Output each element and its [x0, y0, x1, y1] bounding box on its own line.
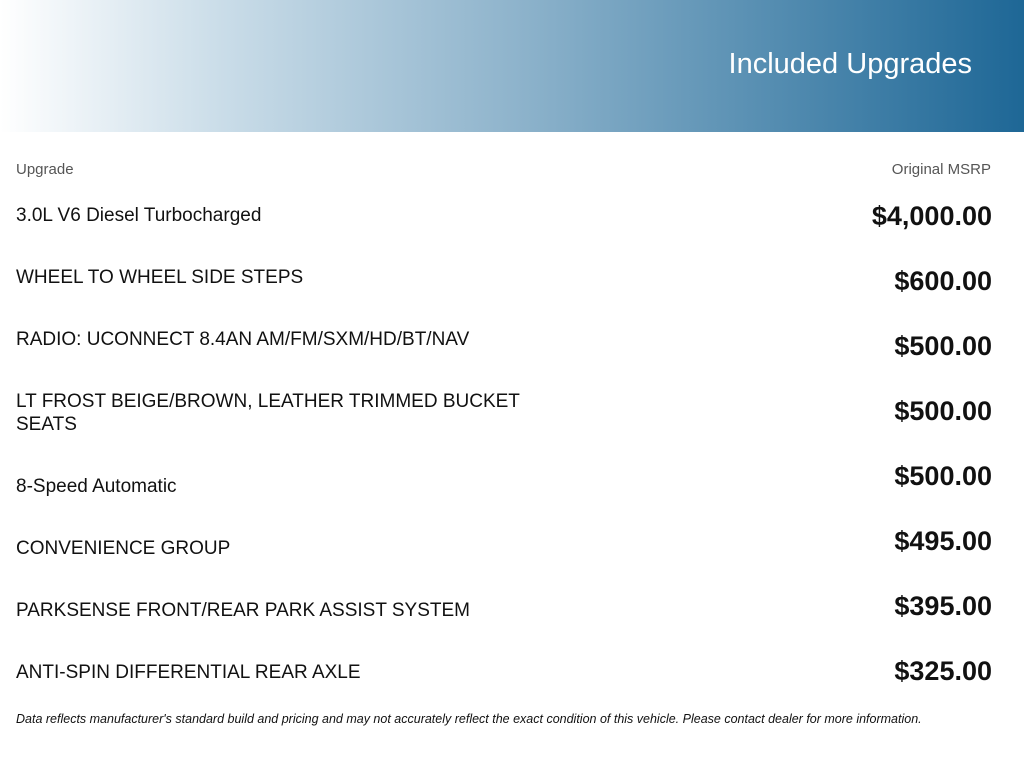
header-banner	[0, 0, 1024, 132]
upgrade-name: 8-Speed Automatic	[16, 476, 177, 497]
column-header-upgrade: Upgrade	[16, 161, 74, 178]
upgrade-price: $500.00	[894, 396, 992, 426]
upgrade-price: $325.00	[894, 656, 992, 686]
table-row	[0, 568, 1024, 630]
upgrade-price: $495.00	[894, 526, 992, 556]
page-title: Included Upgrades	[728, 48, 972, 80]
upgrade-price: $500.00	[894, 461, 992, 491]
upgrade-name: ANTI-SPIN DIFFERENTIAL REAR AXLE	[16, 662, 361, 683]
table-row	[0, 258, 1024, 320]
upgrade-name: LT FROST BEIGE/BROWN, LEATHER TRIMMED BUCKET SEATS	[16, 391, 520, 435]
table-row	[0, 630, 1024, 692]
upgrade-name: WHEEL TO WHEEL SIDE STEPS	[16, 267, 304, 288]
table-row	[0, 506, 1024, 568]
column-header-msrp: Original MSRP	[891, 161, 991, 178]
upgrade-name: RADIO: UCONNECT 8.4AN AM/FM/SXM/HD/BT/NAV	[16, 329, 470, 350]
table-row	[0, 196, 1024, 258]
upgrade-price: $600.00	[894, 266, 992, 296]
upgrade-name: 3.0L V6 Diesel Turbocharged	[16, 205, 262, 226]
table-row	[0, 382, 1024, 444]
upgrade-price: $4,000.00	[871, 201, 992, 231]
upgrade-name: CONVENIENCE GROUP	[16, 538, 231, 559]
upgrade-price: $395.00	[894, 591, 992, 621]
table-row	[0, 320, 1024, 382]
upgrade-price: $500.00	[894, 331, 992, 361]
disclaimer-footnote: Data reflects manufacturer's standard build and pricing and may not accurately reflect the exact condition of this vehicle. Please contact dealer for more information.	[16, 712, 922, 726]
table-row	[0, 444, 1024, 506]
upgrade-name: PARKSENSE FRONT/REAR PARK ASSIST SYSTEM	[16, 600, 470, 621]
